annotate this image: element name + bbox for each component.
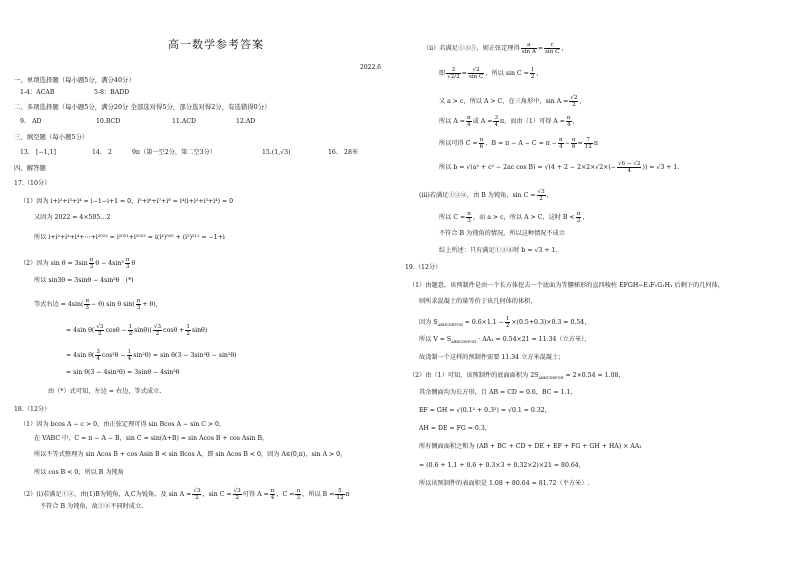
q19-line-5: 故浇制一个这样的预制件需要 11.34 立方米混凝土； — [419, 354, 565, 361]
q17-line-8: = 4sin θ( $\frac{3}{4}$ cos²θ − $\frac{1}{4}$ sin²θ) = sin θ(3 − 3sin²θ − sin²θ) — [66, 349, 237, 362]
q18-iii-line-3: 不符合 B 为钝角的情况，所以这种情况不成立 — [439, 230, 566, 237]
q18-line-5: （2）(i)若满足①②，由(1)B为钝角，A,C为锐角，及 sin A = $\frac{√3}{2}$ ，sin C = $\frac{√3}{2}$ 可得 A = $\frac{\pi}{4}$ ，C = $\frac{\pi}{3}$ ，所以 B = $\frac{5}{12}$ π — [20, 488, 350, 501]
q19-line-7: 其余侧面均为长方形，且 AB = CD = 0.6，BC = 1.1， — [419, 389, 577, 396]
q17-line-10: 由（*）式可知，左边 = 右边，等式成立. — [48, 388, 162, 395]
answer-14-note: 9π（第一空2分，第二空3分） — [132, 149, 216, 156]
q18-ii-line-6: 所以 b = √(a² + c² − 2ac cos B) = √(4 + 2 − 2×2×√2×(− $\frac{√6 - √2}{4}$ )) = √3 + 1. — [439, 161, 680, 174]
section-fill-blank: 三、填空题（每小题5分） — [14, 133, 89, 141]
answer-9: 9. AD — [20, 118, 42, 125]
q18-iii-line-1: (iii)若满足①③④，由 B 为钝角，sin C = $\frac{√3}{2}$ ， — [419, 189, 553, 202]
answer-12: 12.AD — [236, 118, 256, 125]
q17-line-6: 等式右边 = 4sin( $\frac{\pi}{3}$ − θ) sin θ sin( $\frac{\pi}{3}$ + θ), — [34, 298, 158, 311]
q18-ii-line-4: 所以 A = $\frac{\pi}{4}$ 或 A = $\frac{3}{4}$ π，而由（1）可得 A = $\frac{\pi}{4}$ ， — [439, 115, 579, 128]
q17-line-2: 又因为 2022 = 4×505…2 — [34, 214, 111, 221]
answer-1-4: 1-4：ACAB — [20, 89, 55, 96]
q17-line-3: 所以 i+i²+i³+i⁴+⋯+i²⁰²² = i²⁰²¹+i²⁰²² = i(i⁴)⁵⁰⁵ + (i²)⁵¹¹ = −1+i — [34, 234, 225, 241]
q19-line-3: 因为 $S_{ABHCDEFGH} = 0.6\times 1.1$ − $\frac{1}{2}$ ×(0.5+0.3)×0.3 = 0.54， — [419, 316, 591, 329]
q17-line-4: （2）因为 sin θ = 3sin $\frac{\pi}{3}$ θ − 4sin³ $\frac{\pi}{3}$ θ — [20, 257, 136, 270]
q18-line-2: 在 VABC 中，C = π − A − B，sin C = sin(A+B) = sin Acos B + cos Asin B， — [34, 435, 269, 442]
document-title: 高一数学参考答案 — [168, 38, 264, 51]
answer-15: 15.(1,√3) — [262, 149, 291, 156]
answer-11: 11.ACD — [172, 118, 197, 125]
q18-ii-line-2: 即 $\frac{2}{√2/2}$ = $\frac{√2}{\text{sin C}}$ ，所以 sin C = $\frac{1}{2}$ ， — [439, 67, 543, 80]
q19-line-6: （2）由（1）可知，该预制件的底面面积为 $2S_{ABHCDEFGH} = 2\times 0.54 = 1.08$， — [409, 372, 625, 381]
q17-line-9: = sin θ(3 − 4sin²θ) = 3sinθ − 4sin³θ — [66, 369, 180, 376]
q18-ii-line-5: 所以可得 C = $\frac{\pi}{6}$ ，B = π − A − C = π − $\frac{\pi}{4}$ − $\frac{\pi}{6}$ = $\frac{7}{12}$ π — [439, 137, 598, 150]
q17-line-1: （1）因为 i+i²+i³+i⁴ = i−1−i+1 = 0，i⁵+i⁶+i⁷+i⁸ = i⁴(i+i²+i³+i⁴) = 0 — [20, 198, 234, 205]
q18-line-3: 所以不等式整理为 sin Acos B + cos Asin B < sin Bcos A，即 sin Acos B < 0，因为 A∈(0,π)，sin A > 0， — [34, 451, 347, 458]
q19-line-12: 所以该预制件的表面积是 1.08 + 80.64 = 81.72（平方米）. — [419, 480, 590, 487]
q18-line-4: 所以 cos B < 0，所以 B 为钝角 — [34, 469, 124, 476]
q17-line-5: 所以 sin3θ = 3sinθ − 4sin³θ (*) — [34, 277, 134, 284]
q18-iii-line-2: 所以 C = $\frac{\pi}{3}$ ，而 a > c，所以 A > C，这时 B < $\frac{\pi}{3}$ ， — [439, 211, 589, 224]
q18-line-1: （1）因为 bcos A − c > 0，由正弦定理可得 sin Bcos A − sin C > 0， — [20, 421, 226, 428]
answer-13: 13. [−1,1] — [20, 149, 56, 156]
right-column — [405, 0, 794, 562]
section-multi-choice: 二、多项选择题（每小题5分，满分20分 全部选对得5分，部分选对得2分，有选错得0分） — [14, 103, 271, 111]
q19-line-9: AH = DE = FG = 0.3， — [419, 425, 491, 432]
section-single-choice: 一、单项选择题（每小题5分，满分40分） — [14, 76, 135, 84]
q17-header: 17.（10分） — [14, 180, 51, 187]
q19-line-8: EF = GH = √(0.1² + 0.3²) = √0.1 ≈ 0.32， — [419, 407, 551, 414]
q19-line-2: 则所求混凝土的量等价于该几何体的体积， — [419, 298, 537, 305]
q18-ii-line-1: （ii）若满足①③⑤，则正弦定理得 $\frac{a}{\text{sin A}}$ = $\frac{c}{\text{sin C}}$ ， — [423, 42, 568, 55]
q18-line-6: 不符合 B 为钝角，故①②不同时成立. — [40, 503, 144, 510]
section-solutions: 四、解答题 — [14, 164, 46, 172]
q19-line-10: 所有侧面面积之和为 (AB + BC + CD + DE + EF + FG + GH + HA) × AA₁ — [419, 443, 642, 450]
q19-line-11: = (0.6 + 1.1 + 0.6 + 0.3×3 + 0.32×2)×21 = 80.64， — [419, 462, 585, 469]
q18-header: 18.（12分） — [14, 406, 51, 413]
q19-header: 19.（12分） — [405, 264, 442, 271]
answer-10: 10.BCD — [96, 118, 121, 125]
document-date: 2022.6 — [360, 64, 381, 71]
q18-conclusion: 综上所述：只有满足①③④时 b = √3 + 1. — [439, 247, 558, 254]
answer-14: 14. 2 — [92, 149, 112, 156]
answer-5-8: 5-8：BADD — [94, 89, 130, 96]
q19-line-4: 所以 $V = S_{ABHCDEFGH} \cdot AA_1 = 0.54\times 21 = 11.34$（立方米）， — [419, 336, 591, 345]
q19-line-1: （1）由题意，该预制件是由一个长方体挖去一个底面为等腰梯形的直四棱柱 EFGH−E₁F₁G₁H₁ 后剩下的几何体， — [409, 282, 724, 289]
answer-16: 16. 28米 — [328, 149, 359, 156]
q18-ii-line-3: 又 a > c，所以 A > C，在三角形中，sin A = $\frac{√2}{2}$ ， — [439, 95, 586, 108]
q17-line-7: = 4sin θ( $\frac{√3}{2}$ cosθ − $\frac{1}{2}$ sinθ)( $\frac{√3}{2}$ cosθ + $\frac{1}{2}$ sinθ) — [66, 324, 208, 337]
